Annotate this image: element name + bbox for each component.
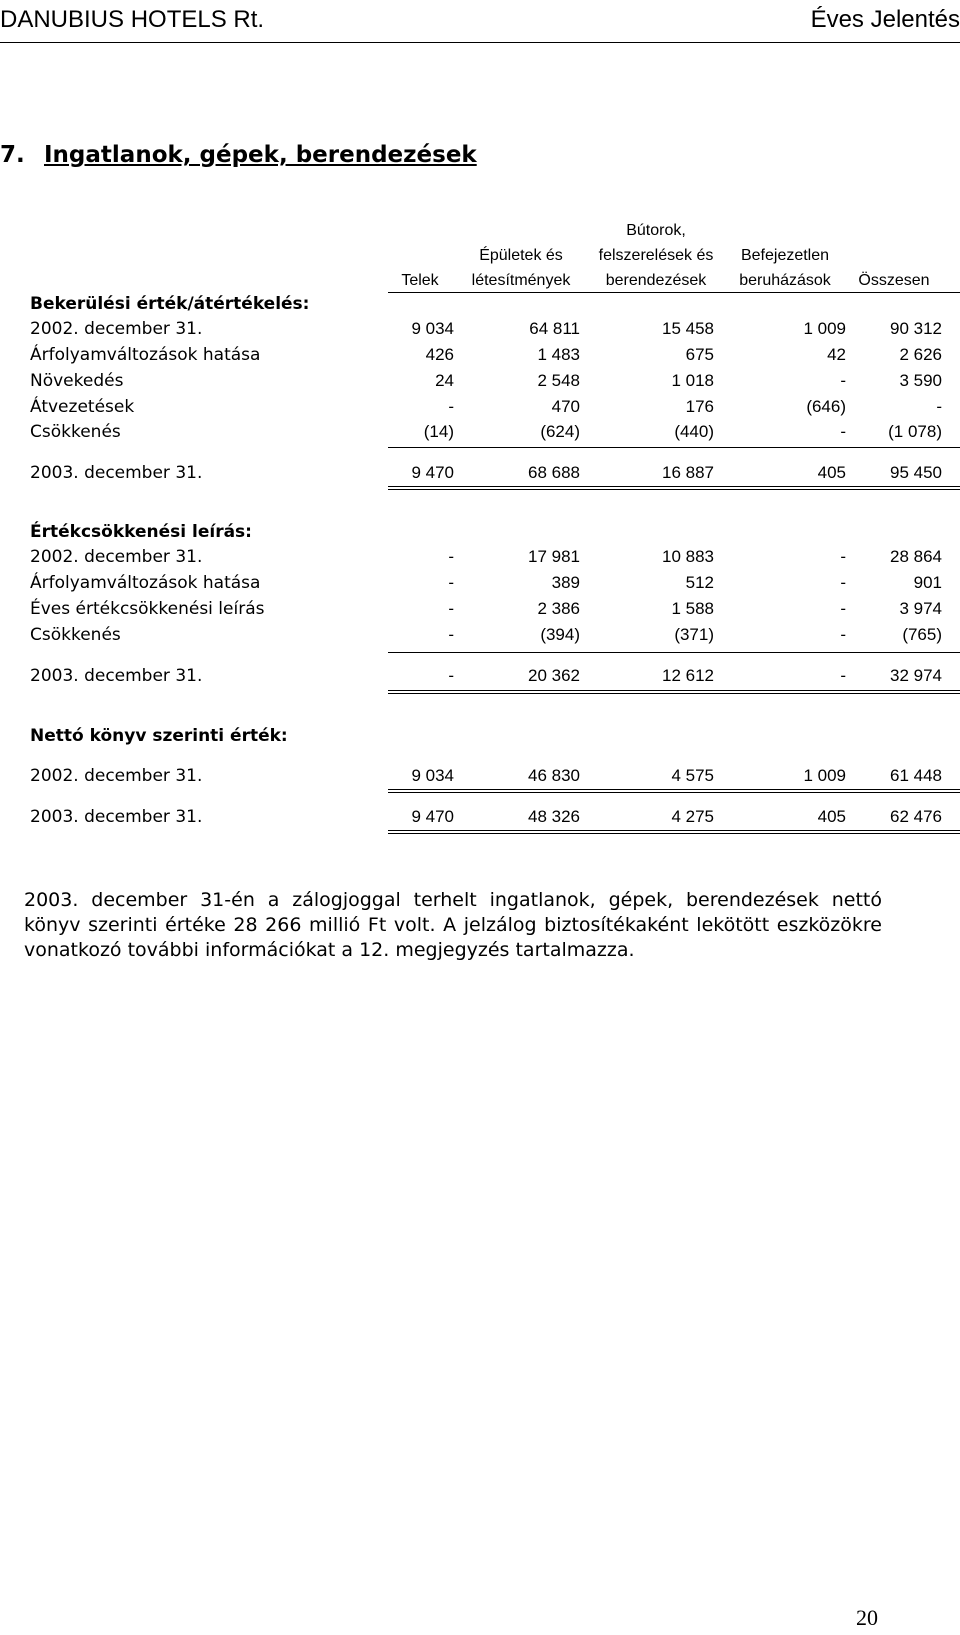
page-number: 20 (856, 1605, 878, 1630)
column-header-line: Telek (401, 272, 439, 289)
cell-value: - (840, 599, 846, 618)
row-label: Növekedés (30, 371, 124, 391)
column-header-line: Bútorok, (626, 222, 686, 239)
row-label: 2003. december 31. (30, 807, 203, 827)
column-header-line: felszerelések és (598, 247, 714, 264)
row-label: 2002. december 31. (30, 319, 203, 339)
table-row (30, 371, 960, 397)
section-label: Nettó könyv szerinti érték: (30, 726, 288, 746)
pledge-note: 2003. december 31-én a zálogjoggal terhelt ingatlanok, gépek, berendezések nettó könyv szerinti értéke 28 266 millió Ft volt. A jelzálog biztosítékaként lekötött eszközökre vonatkozó további információkat a 12. megjegyzés tartalmazza. (24, 889, 882, 961)
company-name: DANUBIUS HOTELS Rt. (0, 6, 265, 33)
cell-value: 389 (551, 573, 580, 592)
section-number: 7. (0, 142, 25, 168)
cell-value: 9 034 (411, 766, 454, 785)
table-row (30, 625, 960, 651)
cell-value: 512 (685, 573, 714, 592)
cell-value: 9 470 (411, 807, 454, 826)
cell-value: (14) (423, 422, 454, 441)
cell-value: - (840, 422, 846, 441)
column-header-line: berendezések (605, 272, 707, 289)
column-header-line (844, 243, 944, 268)
total-double-rule (388, 789, 960, 793)
cell-value: (394) (540, 625, 580, 644)
cell-value: 62 476 (890, 807, 942, 826)
cell-value: - (448, 397, 454, 416)
cell-value: - (840, 625, 846, 644)
cell-value: 1 009 (803, 766, 846, 785)
cell-value: 2 386 (537, 599, 580, 618)
cell-value: 42 (827, 345, 846, 364)
cell-value: - (448, 599, 454, 618)
total-double-rule (388, 830, 960, 834)
cell-value: - (448, 625, 454, 644)
cell-value: - (840, 573, 846, 592)
column-header-line: Összesen (858, 272, 930, 289)
table-row (30, 599, 960, 625)
row-label: Csökkenés (30, 625, 121, 645)
cell-value: 9 470 (411, 463, 454, 482)
cell-value: 1 588 (671, 599, 714, 618)
section-label: Értékcsökkenési leírás: (30, 522, 252, 542)
cell-value: - (448, 666, 454, 685)
row-label: 2002. december 31. (30, 547, 203, 567)
row-label: Árfolyamváltozások hatása (30, 345, 261, 365)
section-label: Bekerülési érték/átértékelés: (30, 294, 310, 314)
column-header (375, 218, 465, 293)
cell-value: 4 575 (671, 766, 714, 785)
cell-value: 46 830 (528, 766, 580, 785)
table-row (30, 422, 960, 448)
cell-value: 48 326 (528, 807, 580, 826)
cell-value: - (840, 547, 846, 566)
total-double-rule (388, 690, 960, 694)
table-row (30, 666, 960, 692)
cell-value: 4 275 (671, 807, 714, 826)
cell-value: 176 (685, 397, 714, 416)
row-label: 2002. december 31. (30, 766, 203, 786)
total-double-rule (388, 486, 960, 490)
cell-value: 17 981 (528, 547, 580, 566)
cell-value: - (840, 666, 846, 685)
row-label: 2003. december 31. (30, 463, 203, 483)
cell-value: - (840, 371, 846, 390)
cell-value: 68 688 (528, 463, 580, 482)
cell-value: 426 (425, 345, 454, 364)
cell-value: - (448, 547, 454, 566)
row-label: Árfolyamváltozások hatása (30, 573, 261, 593)
cell-value: (371) (674, 625, 714, 644)
cell-value: 405 (817, 807, 846, 826)
header-underline (388, 292, 960, 293)
cell-value: 3 590 (899, 371, 942, 390)
column-header-line: Épületek és (479, 247, 563, 264)
column-header (581, 218, 731, 293)
section-row (30, 726, 960, 752)
column-header-line (844, 218, 944, 243)
column-header (844, 218, 944, 293)
table-row (30, 345, 960, 371)
cell-value: 24 (435, 371, 454, 390)
cell-value: 20 362 (528, 666, 580, 685)
table-row (30, 573, 960, 599)
subtotal-rule (388, 447, 960, 448)
cell-value: 10 883 (662, 547, 714, 566)
cell-value: 32 974 (890, 666, 942, 685)
cell-value: 675 (685, 345, 714, 364)
cell-value: 1 018 (671, 371, 714, 390)
table-row (30, 319, 960, 345)
column-header (456, 218, 586, 293)
subtotal-rule (388, 652, 960, 653)
row-label: Átvezetések (30, 397, 135, 417)
column-header-line: beruházások (739, 272, 831, 289)
column-header-line (720, 218, 850, 243)
cell-value: 1 483 (537, 345, 580, 364)
cell-value: 95 450 (890, 463, 942, 482)
cell-value: (1 078) (888, 422, 942, 441)
section-row (30, 294, 960, 320)
cell-value: 9 034 (411, 319, 454, 338)
table-row (30, 397, 960, 423)
column-header-line: létesítmények (471, 272, 571, 289)
row-label: 2003. december 31. (30, 666, 203, 686)
cell-value: 90 312 (890, 319, 942, 338)
cell-value: 470 (551, 397, 580, 416)
column-header-line (375, 243, 465, 268)
cell-value: 405 (817, 463, 846, 482)
cell-value: (440) (674, 422, 714, 441)
row-label: Éves értékcsökkenési leírás (30, 599, 265, 619)
cell-value: (765) (902, 625, 942, 644)
cell-value: 15 458 (662, 319, 714, 338)
cell-value: - (448, 573, 454, 592)
cell-value: (624) (540, 422, 580, 441)
cell-value: 61 448 (890, 766, 942, 785)
cell-value: 901 (913, 573, 942, 592)
section-title: Ingatlanok, gépek, berendezések (44, 142, 477, 168)
cell-value: 28 864 (890, 547, 942, 566)
cell-value: 2 626 (899, 345, 942, 364)
column-header-line: Befejezetlen (740, 247, 830, 264)
header-rule (0, 42, 960, 43)
column-header (720, 218, 850, 293)
cell-value: 3 974 (899, 599, 942, 618)
table-row (30, 547, 960, 573)
column-header-line (456, 218, 586, 243)
cell-value: 1 009 (803, 319, 846, 338)
cell-value: 64 811 (529, 319, 580, 338)
cell-value: (646) (806, 397, 846, 416)
row-label: Csökkenés (30, 422, 121, 442)
cell-value: 16 887 (662, 463, 714, 482)
section-heading (0, 142, 477, 168)
cell-value: 12 612 (662, 666, 714, 685)
column-header-line (375, 218, 465, 243)
cell-value: 2 548 (537, 371, 580, 390)
section-row (30, 522, 960, 548)
cell-value: - (936, 397, 942, 416)
report-title: Éves Jelentés (810, 6, 960, 33)
